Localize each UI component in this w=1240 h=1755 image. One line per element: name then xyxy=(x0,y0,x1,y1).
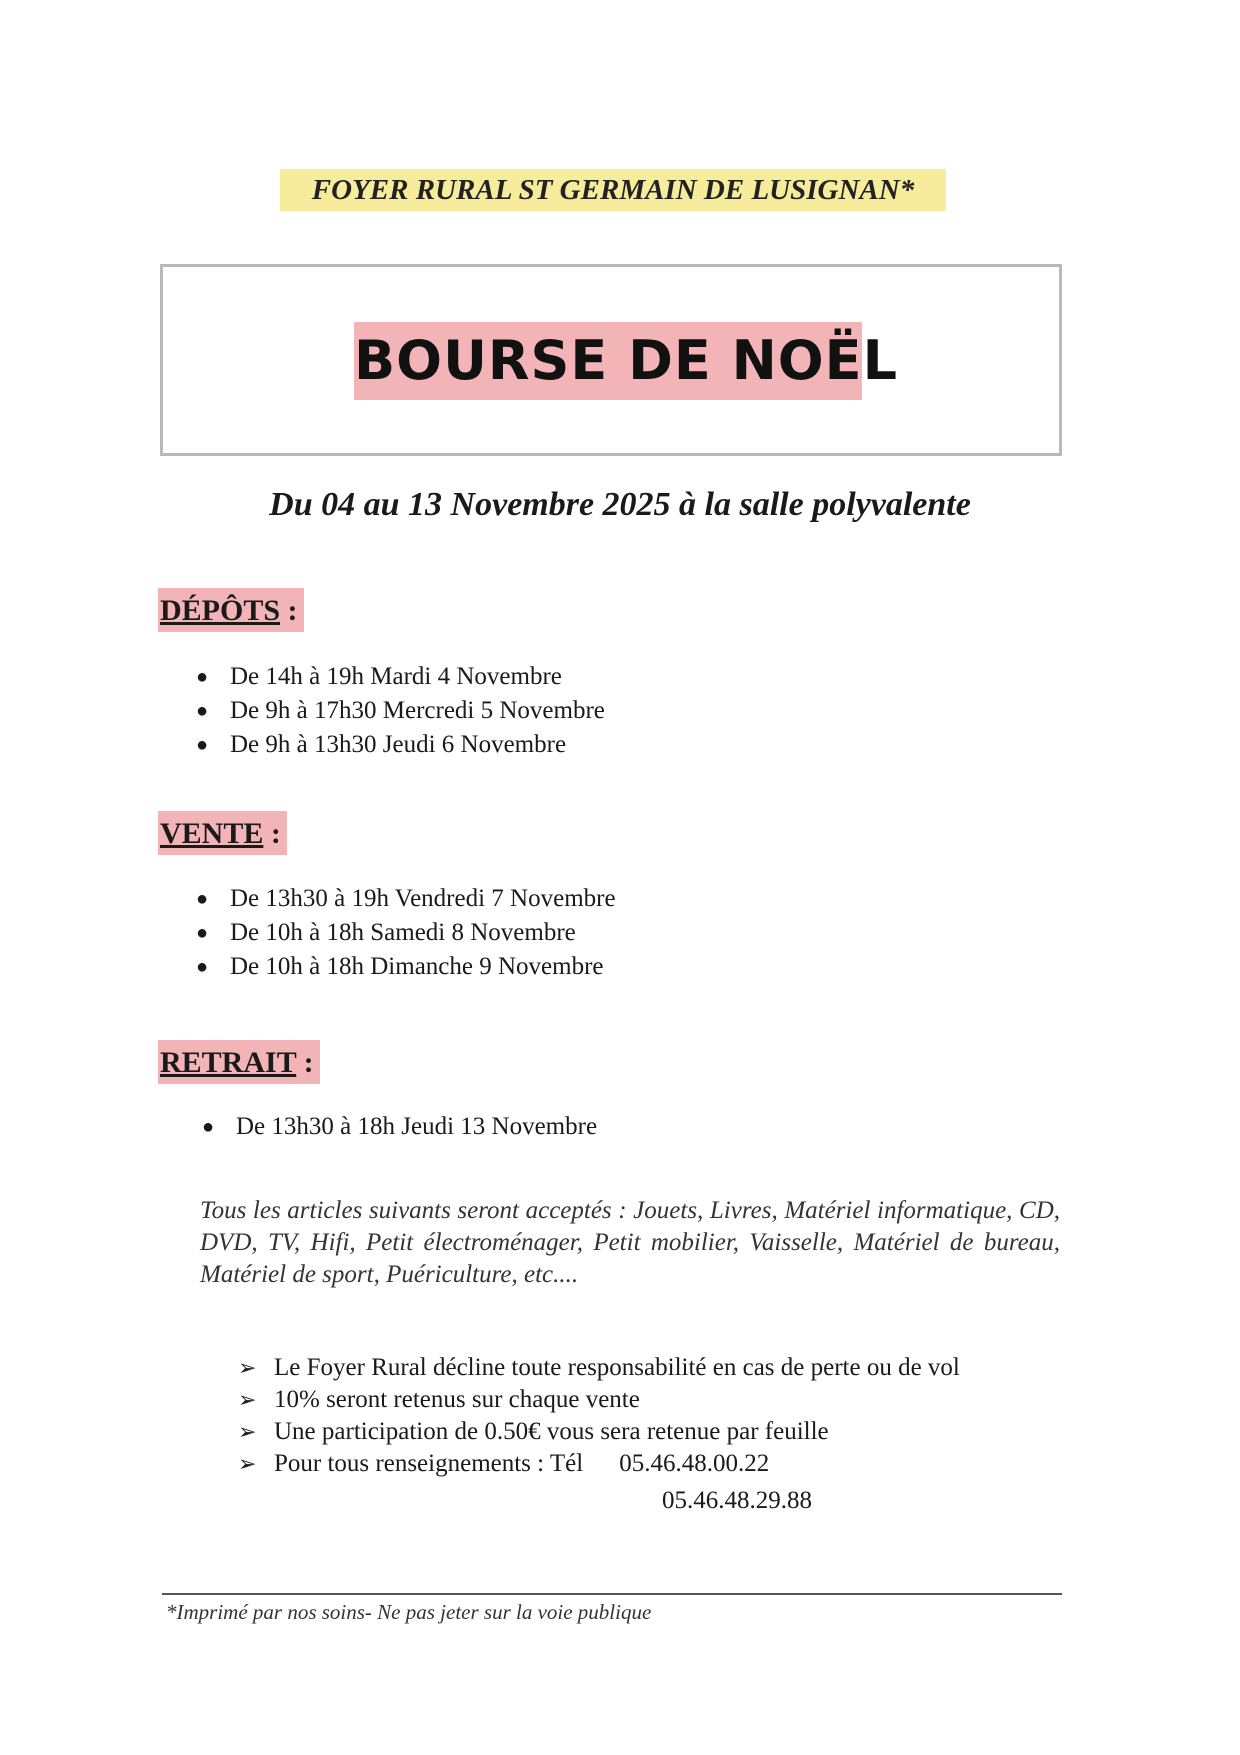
list-item: ● De 9h à 17h30 Mercredi 5 Novembre xyxy=(196,697,605,724)
organization-title: FOYER RURAL ST GERMAIN DE LUSIGNAN* xyxy=(280,169,946,211)
list-item: ● De 9h à 13h30 Jeudi 6 Novembre xyxy=(196,731,567,758)
event-title: BOURSE DE NOËL xyxy=(354,322,862,400)
section-heading-retrait: RETRAIT : xyxy=(158,1040,320,1084)
section-heading-depots: DÉPÔTS : xyxy=(158,588,304,632)
list-item: ● De 13h30 à 18h Jeudi 13 Novembre xyxy=(202,1113,598,1140)
retrait-list xyxy=(196,1110,597,1144)
list-item: ➢ Le Foyer Rural décline toute responsabilité en cas de perte ou de vol xyxy=(238,1352,960,1384)
vente-list xyxy=(190,882,616,984)
arrow-bullet-icon: ➢ xyxy=(238,1451,257,1476)
arrow-bullet-icon: ➢ xyxy=(238,1387,257,1412)
list-item: ● De 10h à 18h Samedi 8 Novembre xyxy=(196,919,576,946)
section-heading-vente: VENTE : xyxy=(158,811,287,855)
list-item: ● De 10h à 18h Dimanche 9 Novembre xyxy=(196,953,604,980)
list-item: ➢ 10% seront retenus sur chaque vente xyxy=(238,1384,960,1416)
footer-divider xyxy=(162,1593,1062,1595)
arrow-bullet-icon: ➢ xyxy=(238,1419,257,1444)
arrow-bullet-icon: ➢ xyxy=(238,1355,257,1380)
list-item: ● De 13h30 à 19h Vendredi 7 Novembre xyxy=(196,885,616,912)
phone-number-2: 05.46.48.29.88 xyxy=(662,1487,812,1514)
event-dates: Du 04 au 13 Novembre 2025 à la salle polyvalente xyxy=(269,486,971,523)
depots-list xyxy=(190,660,605,762)
phone-number-1: 05.46.48.00.22 xyxy=(619,1450,770,1477)
list-item: ➢ Une participation de 0.50€ vous sera retenue par feuille xyxy=(238,1416,960,1448)
list-item: ● De 14h à 19h Mardi 4 Novembre xyxy=(196,663,562,690)
accepted-articles-text: Tous les articles suivants seront acceptés : Jouets, Livres, Matériel informatique, CD, DVD, TV, Hifi, Petit électroménager, Petit mobilier, Vaisselle, Matériel de bureau, Matériel de sport, Puériculture, etc.... xyxy=(200,1197,1060,1288)
notes-list xyxy=(238,1352,960,1480)
footer-note: *Imprimé par nos soins- Ne pas jeter sur la voie publique xyxy=(166,1600,652,1624)
list-item: ➢ Pour tous renseignements : Tél 05.46.48.00.22 xyxy=(238,1448,960,1480)
